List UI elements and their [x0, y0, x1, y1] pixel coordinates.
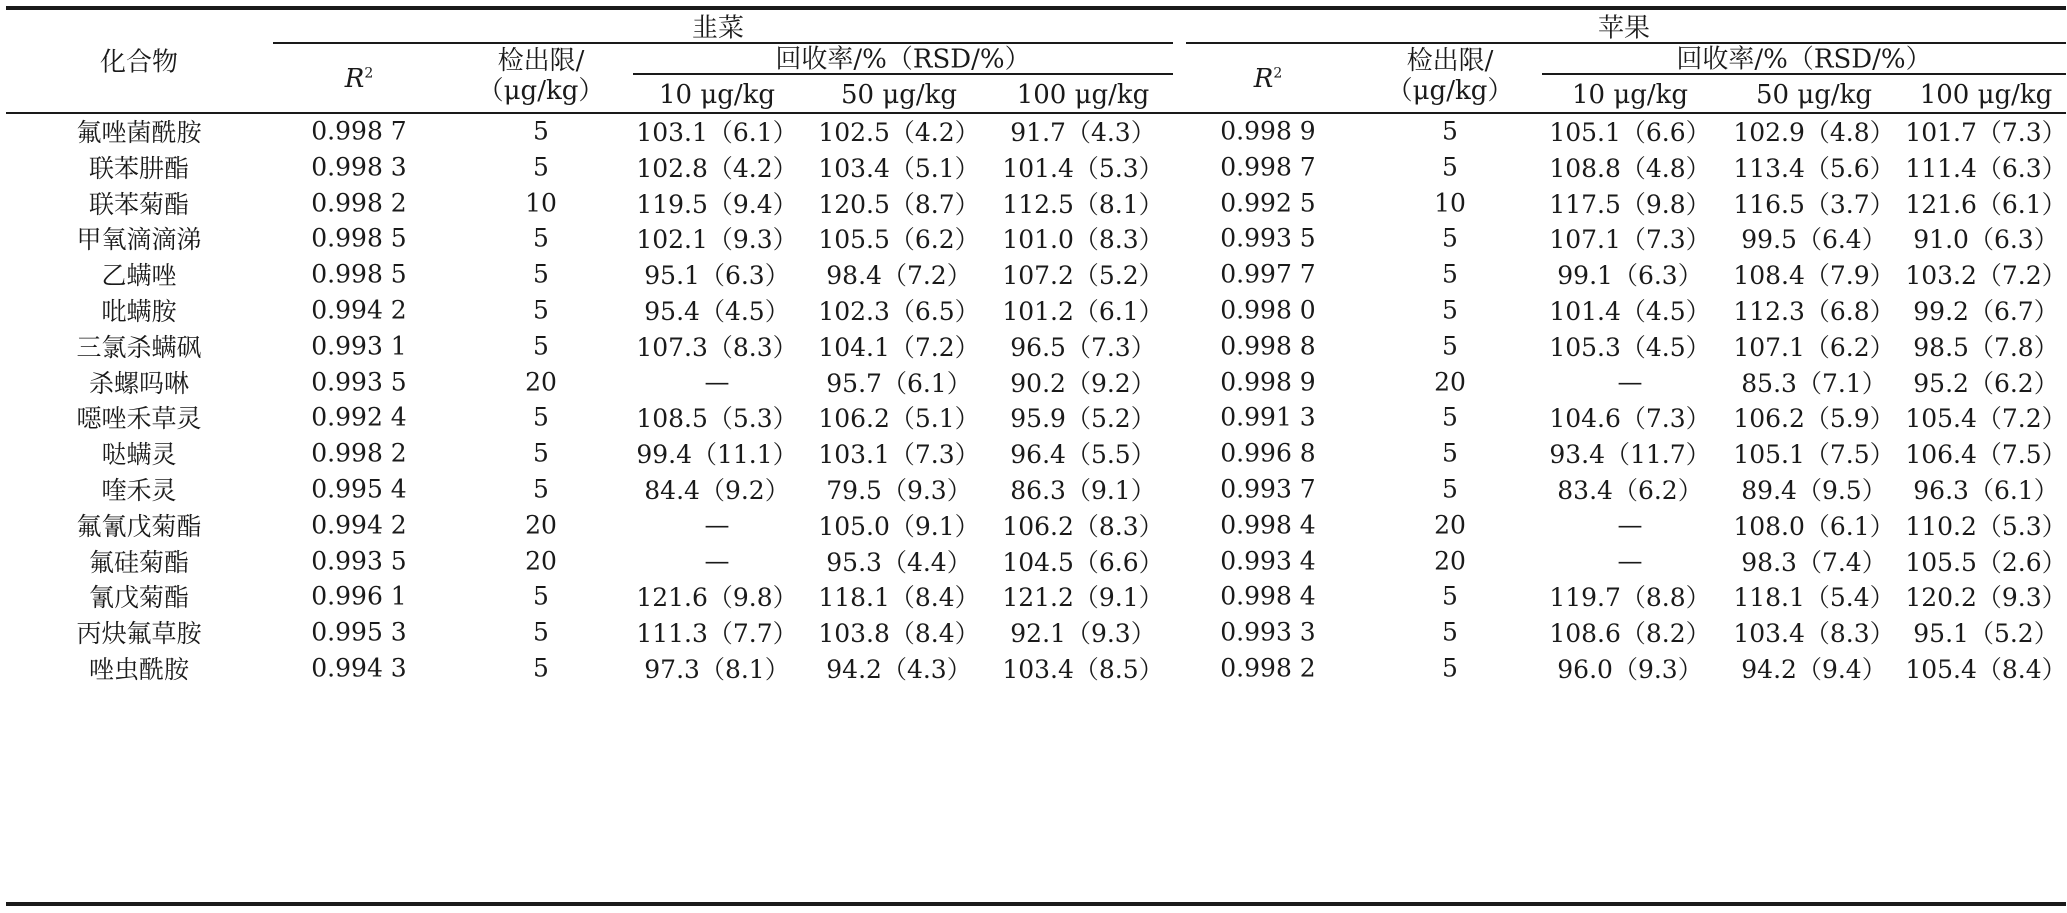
leek-rec10-cell: 84.4（9.2） [644, 476, 790, 505]
apple-lod-cell: 5 [1442, 581, 1458, 611]
leek-r2-cell: 0.994 2 [311, 295, 407, 325]
apple-r2-cell: 0.998 9 [1220, 367, 1316, 397]
apple-rec50-cell: 113.4（5.6） [1733, 153, 1895, 183]
compound-cell: 哒螨灵 [101, 440, 177, 470]
leek-level-50: 50 μg/kg [840, 80, 958, 110]
apple-r2-cell: 0.998 7 [1220, 152, 1316, 182]
apple-rec10-cell: 83.4（6.2） [1557, 476, 1703, 505]
apple-level-10: 10 μg/kg [1571, 80, 1689, 110]
leek-lod-cell: 5 [533, 617, 549, 647]
compound-cell: 丙炔氟草胺 [76, 619, 202, 649]
bottom-rule [6, 902, 2066, 906]
leek-lod-cell: 5 [533, 581, 549, 611]
apple-r2-cell: 0.993 7 [1220, 474, 1316, 504]
leek-rec100-cell: 104.5（6.6） [1002, 547, 1164, 577]
apple-lod-cell: 5 [1442, 617, 1458, 647]
leek-rec50-cell: 94.2（4.3） [826, 655, 972, 684]
leek-rec10-cell: 119.5（9.4） [636, 189, 798, 219]
leek-lod-cell: 5 [533, 653, 549, 683]
leek-rec100-cell: 96.5（7.3） [1010, 332, 1156, 362]
leek-rec10-cell: — [704, 546, 730, 576]
leek-lod-header: 检出限/ （μg/kg） [477, 46, 605, 106]
apple-lod-cell: 10 [1434, 188, 1466, 218]
apple-rec10-cell: 105.3（4.5） [1549, 332, 1711, 362]
leek-rec50-cell: 103.4（5.1） [818, 153, 980, 183]
leek-rec50-cell: 95.7（6.1） [826, 368, 972, 398]
compound-cell: 联苯菊酯 [88, 189, 190, 219]
apple-r2-cell: 0.993 4 [1220, 546, 1316, 576]
leek-rec100-cell: 95.9（5.2） [1010, 404, 1156, 434]
leek-lod-cell: 5 [533, 295, 549, 325]
apple-lod-cell: 5 [1442, 331, 1458, 361]
leek-lod-cell: 20 [525, 367, 557, 397]
leek-r2-cell: 0.993 5 [311, 546, 407, 576]
leek-r2-cell: 0.998 3 [311, 152, 407, 182]
leek-rec10-cell: 99.4（11.1） [636, 440, 798, 470]
leek-lod-cell: 5 [533, 223, 549, 253]
leek-rec100-cell: 92.1（9.3） [1010, 619, 1156, 649]
leek-rec100-cell: 106.2（8.3） [1002, 511, 1164, 541]
leek-rec10-cell: 108.5（5.3） [636, 404, 798, 434]
apple-lod-cell: 5 [1442, 402, 1458, 432]
apple-rec100-cell: 121.6（6.1） [1905, 189, 2067, 219]
leek-lod-cell: 20 [525, 546, 557, 576]
compound-cell: 三氯杀螨砜 [76, 332, 202, 362]
compound-cell: 甲氧滴滴涕 [76, 225, 202, 255]
leek-r2-cell: 0.995 3 [311, 617, 407, 647]
apple-rec100-cell: 105.4（8.4） [1905, 655, 2067, 684]
apple-lod-cell: 5 [1442, 223, 1458, 253]
leek-rec100-cell: 112.5（8.1） [1002, 189, 1164, 219]
compound-cell: 联苯肼酯 [88, 153, 190, 183]
apple-rec50-cell: 106.2（5.9） [1733, 404, 1895, 434]
leek-rec100-cell: 103.4（8.5） [1002, 655, 1164, 684]
compound-cell: 吡螨胺 [101, 297, 177, 326]
apple-rec10-cell: 93.4（11.7） [1549, 440, 1711, 470]
apple-recovery-header: 回收率/%（RSD/%） [1676, 44, 1932, 75]
leek-lod-cell: 20 [525, 510, 557, 540]
apple-lod-cell: 5 [1442, 116, 1458, 146]
apple-r2-cell: 0.998 2 [1220, 653, 1316, 683]
apple-rec100-cell: 98.5（7.8） [1913, 332, 2059, 362]
apple-rec50-cell: 94.2（9.4） [1741, 655, 1887, 684]
apple-rec100-cell: 95.1（5.2） [1913, 619, 2059, 649]
apple-rec10-cell: 117.5（9.8） [1549, 189, 1711, 219]
apple-r2-cell: 0.993 5 [1220, 223, 1316, 253]
leek-lod-cell: 5 [533, 438, 549, 468]
apple-rec50-cell: 103.4（8.3） [1733, 619, 1895, 649]
leek-r2-cell: 0.994 2 [311, 510, 407, 540]
apple-rec50-cell: 108.4（7.9） [1733, 261, 1895, 291]
leek-group-header: 韭菜 [691, 13, 745, 44]
apple-rec100-cell: 106.4（7.5） [1905, 440, 2067, 470]
apple-r2-cell: 0.991 3 [1220, 402, 1316, 432]
leek-rec100-cell: 121.2（9.1） [1002, 583, 1164, 613]
apple-rec10-cell: — [1617, 367, 1643, 397]
apple-rec50-cell: 112.3（6.8） [1733, 297, 1895, 326]
leek-rec50-cell: 103.8（8.4） [818, 619, 980, 649]
leek-rec50-cell: 105.5（6.2） [818, 225, 980, 255]
apple-rec10-cell: 105.1（6.6） [1549, 118, 1711, 147]
compound-cell: 杀螺吗啉 [88, 368, 190, 398]
leek-rec50-cell: 118.1（8.4） [818, 583, 980, 613]
leek-r2-cell: 0.998 7 [311, 116, 407, 146]
apple-rec100-cell: 120.2（9.3） [1905, 583, 2067, 613]
leek-lod-cell: 5 [533, 474, 549, 504]
leek-r2-cell: 0.994 3 [311, 653, 407, 683]
leek-rec10-cell: 103.1（6.1） [636, 118, 798, 147]
leek-lod-cell: 5 [533, 116, 549, 146]
leek-r2-cell: 0.998 2 [311, 438, 407, 468]
apple-lod-cell: 5 [1442, 259, 1458, 289]
apple-r2-cell: 0.998 8 [1220, 331, 1316, 361]
apple-rec100-cell: 105.5（2.6） [1905, 547, 2067, 577]
data-table [6, 6, 2066, 907]
apple-rec50-cell: 116.5（3.7） [1733, 189, 1895, 219]
compound-cell: 氟硅菊酯 [88, 547, 190, 577]
leek-r2-cell: 0.993 5 [311, 367, 407, 397]
compound-cell: 乙螨唑 [101, 261, 177, 291]
apple-lod-header: 检出限/ （μg/kg） [1386, 46, 1514, 106]
compound-cell: 氟唑菌酰胺 [76, 118, 202, 147]
apple-rec10-cell: 107.1（7.3） [1549, 225, 1711, 255]
apple-rec50-cell: 108.0（6.1） [1733, 511, 1895, 541]
compound-header: 化合物 [99, 47, 179, 78]
leek-lod-cell: 5 [533, 152, 549, 182]
apple-rec50-cell: 105.1（7.5） [1733, 440, 1895, 470]
apple-rec10-cell: — [1617, 546, 1643, 576]
apple-rec100-cell: 95.2（6.2） [1913, 368, 2059, 398]
apple-r2-cell: 0.996 8 [1220, 438, 1316, 468]
apple-rec100-cell: 111.4（6.3） [1905, 153, 2067, 183]
compound-cell: 唑虫酰胺 [88, 655, 190, 684]
apple-rec50-cell: 118.1（5.4） [1733, 583, 1895, 613]
leek-rec100-cell: 91.7（4.3） [1010, 118, 1156, 147]
compound-cell: 氟氰戊菊酯 [76, 511, 202, 541]
apple-rec10-cell: 96.0（9.3） [1557, 655, 1703, 684]
leek-rec100-cell: 86.3（9.1） [1010, 476, 1156, 505]
apple-rec50-cell: 102.9（4.8） [1733, 118, 1895, 147]
leek-rec50-cell: 106.2（5.1） [818, 404, 980, 434]
leek-rec10-cell: 95.4（4.5） [644, 297, 790, 326]
leek-rec100-cell: 96.4（5.5） [1010, 440, 1156, 470]
apple-rec50-cell: 98.3（7.4） [1741, 547, 1887, 577]
apple-rec10-cell: 101.4（4.5） [1549, 297, 1711, 326]
leek-r2-cell: 0.995 4 [311, 474, 407, 504]
leek-rec50-cell: 102.3（6.5） [818, 297, 980, 326]
leek-rec10-cell: 107.3（8.3） [636, 332, 798, 362]
apple-group-header: 苹果 [1597, 13, 1651, 44]
leek-level-100: 100 μg/kg [1016, 80, 1150, 110]
apple-lod-cell: 5 [1442, 474, 1458, 504]
leek-r2-header: $R^2$ [344, 64, 374, 94]
apple-rec10-cell: 104.6（7.3） [1549, 404, 1711, 434]
leek-rec50-cell: 103.1（7.3） [818, 440, 980, 470]
leek-rec50-cell: 120.5（8.7） [818, 189, 980, 219]
apple-lod-cell: 5 [1442, 438, 1458, 468]
apple-lod-cell: 20 [1434, 510, 1466, 540]
apple-r2-cell: 0.993 3 [1220, 617, 1316, 647]
apple-rec100-cell: 96.3（6.1） [1913, 476, 2059, 505]
leek-recovery-header: 回收率/%（RSD/%） [775, 44, 1031, 75]
leek-rec10-cell: 121.6（9.8） [636, 583, 798, 613]
leek-r2-cell: 0.996 1 [311, 581, 407, 611]
leek-rec50-cell: 102.5（4.2） [818, 118, 980, 147]
leek-level-10: 10 μg/kg [658, 80, 776, 110]
apple-rec100-cell: 103.2（7.2） [1905, 261, 2067, 291]
apple-r2-cell: 0.998 4 [1220, 581, 1316, 611]
apple-r2-cell: 0.998 9 [1220, 116, 1316, 146]
apple-level-50: 50 μg/kg [1755, 80, 1873, 110]
leek-lod-cell: 5 [533, 259, 549, 289]
leek-lod-cell: 5 [533, 402, 549, 432]
apple-rec10-cell: 108.8（4.8） [1549, 153, 1711, 183]
leek-r2-cell: 0.998 5 [311, 223, 407, 253]
apple-rec50-cell: 99.5（6.4） [1741, 225, 1887, 255]
apple-rec50-cell: 107.1（6.2） [1733, 332, 1895, 362]
compound-cell: 喹禾灵 [101, 476, 177, 505]
leek-r2-cell: 0.992 4 [311, 402, 407, 432]
leek-rec10-cell: 102.1（9.3） [636, 225, 798, 255]
apple-rec50-cell: 89.4（9.5） [1741, 476, 1887, 505]
leek-rec10-cell: 97.3（8.1） [644, 655, 790, 684]
leek-lod-cell: 10 [525, 188, 557, 218]
leek-rec10-cell: 111.3（7.7） [636, 619, 798, 649]
apple-rec50-cell: 85.3（7.1） [1741, 368, 1887, 398]
apple-lod-cell: 20 [1434, 367, 1466, 397]
leek-rec10-cell: 102.8（4.2） [636, 153, 798, 183]
apple-lod-cell: 5 [1442, 152, 1458, 182]
apple-lod-cell: 5 [1442, 295, 1458, 325]
apple-r2-header: $R^2$ [1253, 64, 1283, 94]
top-rule [6, 6, 2066, 10]
leek-rec100-cell: 101.0（8.3） [1002, 225, 1164, 255]
leek-rec100-cell: 107.2（5.2） [1002, 261, 1164, 291]
apple-rec10-cell: 119.7（8.8） [1549, 583, 1711, 613]
leek-r2-cell: 0.993 1 [311, 331, 407, 361]
apple-rec10-cell: 99.1（6.3） [1557, 261, 1703, 291]
compound-cell: 噁唑禾草灵 [76, 404, 202, 434]
apple-lod-cell: 5 [1442, 653, 1458, 683]
leek-rec10-cell: 95.1（6.3） [644, 261, 790, 291]
leek-rec100-cell: 90.2（9.2） [1010, 368, 1156, 398]
leek-rec50-cell: 105.0（9.1） [818, 511, 980, 541]
apple-rec100-cell: 101.7（7.3） [1905, 118, 2067, 147]
leek-rec50-cell: 104.1（7.2） [818, 332, 980, 362]
apple-rec10-cell: — [1617, 510, 1643, 540]
leek-rec100-cell: 101.2（6.1） [1002, 297, 1164, 326]
leek-rec100-cell: 101.4（5.3） [1002, 153, 1164, 183]
leek-rec10-cell: — [704, 367, 730, 397]
apple-rec10-cell: 108.6（8.2） [1549, 619, 1711, 649]
apple-r2-cell: 0.998 0 [1220, 295, 1316, 325]
apple-rec100-cell: 110.2（5.3） [1905, 511, 2067, 541]
apple-lod-cell: 20 [1434, 546, 1466, 576]
apple-level-100: 100 μg/kg [1919, 80, 2053, 110]
leek-rec50-cell: 98.4（7.2） [826, 261, 972, 291]
apple-rec100-cell: 91.0（6.3） [1913, 225, 2059, 255]
apple-r2-cell: 0.998 4 [1220, 510, 1316, 540]
apple-r2-cell: 0.992 5 [1220, 188, 1316, 218]
leek-rec10-cell: — [704, 510, 730, 540]
compound-cell: 氰戊菊酯 [88, 583, 190, 613]
leek-rec50-cell: 95.3（4.4） [826, 547, 972, 577]
leek-lod-cell: 5 [533, 331, 549, 361]
leek-r2-cell: 0.998 5 [311, 259, 407, 289]
apple-rec100-cell: 105.4（7.2） [1905, 404, 2067, 434]
leek-r2-cell: 0.998 2 [311, 188, 407, 218]
apple-rec100-cell: 99.2（6.7） [1913, 297, 2059, 326]
leek-rec50-cell: 79.5（9.3） [826, 476, 972, 505]
apple-r2-cell: 0.997 7 [1220, 259, 1316, 289]
